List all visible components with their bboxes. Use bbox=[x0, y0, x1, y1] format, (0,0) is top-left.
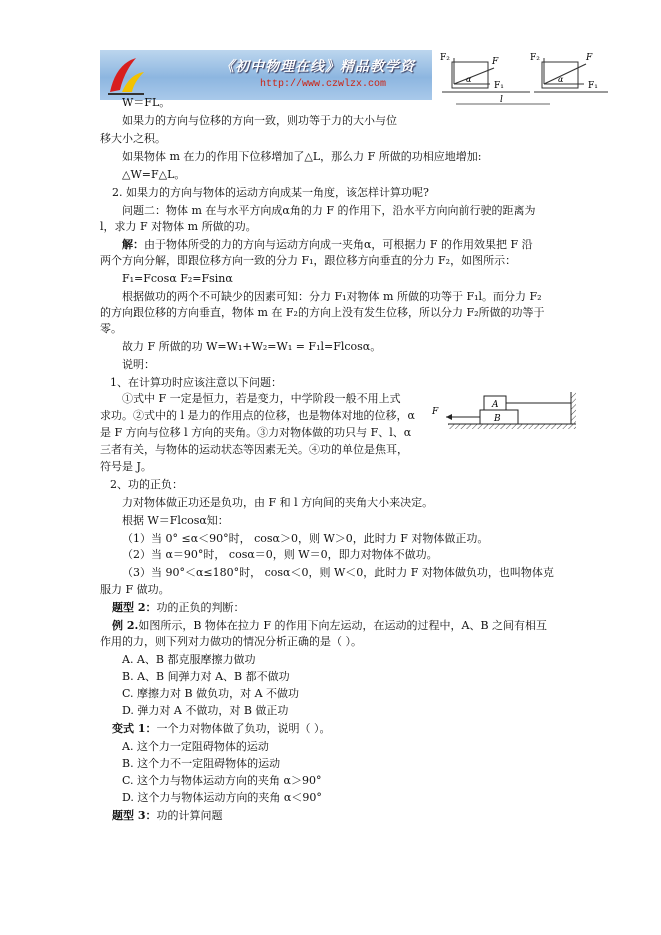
body-line: 移大小之积。 bbox=[100, 132, 166, 145]
body-line: 服力 F 做功。 bbox=[100, 583, 170, 596]
body-line: B. A、B 间弹力对 A、B 都不做功 bbox=[122, 670, 290, 683]
body-line bbox=[112, 600, 244, 616]
body-line: 三者有关，与物体的运动状态等因素无关。④功的单位是焦耳， bbox=[100, 443, 408, 456]
banner-url: http://www.czwlzx.com bbox=[260, 79, 387, 90]
inline-text: 功的计算问题 bbox=[156, 809, 223, 822]
body-line: （1）当 0° ≤α＜90°时， cosα＞0，则 W＞0，此时力 F 对物体做正功。 bbox=[122, 532, 489, 545]
body-line: 的方向跟位移的方向垂直，物体 m 在 F₂的方向上没有发生位移，所以分力 F₂所做的功等于 bbox=[100, 306, 545, 319]
force-f-label: F bbox=[432, 407, 439, 417]
body-line: C. 摩擦力对 B 做负功，对 A 不做功 bbox=[122, 687, 300, 700]
fig-label: α bbox=[466, 75, 472, 84]
body-line: 根据做功的两个不可缺少的因素可知：分力 F₁对物体 m 所做的功等于 F₁l。而分力 F₂ bbox=[122, 290, 542, 303]
body-line: 两个方向分解，即跟位移方向一致的分力 F₁，跟位移方向垂直的分力 F₂，如图所示： bbox=[100, 254, 517, 267]
body-line: l，求力 F 对物体 m 所做的功。 bbox=[100, 220, 257, 233]
inline-text: 由于物体所受的力的方向与运动方向成一夹角α，可根据力 F 的作用效果把 F 沿 bbox=[144, 238, 533, 251]
body-line: 求功。②式中的 l 是力的作用点的位移，也是物体对地的位移，α bbox=[100, 409, 415, 422]
body-line: 问题二：物体 m 在与水平方向成α角的力 F 的作用下，沿水平方向向前行驶的距离为 bbox=[122, 204, 536, 217]
site-logo-icon bbox=[106, 54, 146, 96]
blocks-figure bbox=[428, 388, 578, 433]
body-line: 根据 W＝Flcosα知： bbox=[122, 514, 229, 527]
banner-title: 《初中物理在线》精品教学资 bbox=[220, 59, 415, 75]
body-line: （2）当 α＝90°时， cosα＝0，则 W＝0，即力对物体不做功。 bbox=[122, 548, 438, 561]
block-a-label: A bbox=[492, 400, 499, 410]
body-line: 如果物体 m 在力的作用下位移增加了△L，那么力 F 所做的功相应地增加: bbox=[122, 150, 482, 163]
inline-label: 解： bbox=[122, 238, 144, 251]
inline-text: 功的正负的判断： bbox=[156, 601, 245, 614]
block-b-label: B bbox=[494, 414, 501, 424]
fig-label: F bbox=[492, 57, 499, 67]
body-line: 符号是 J。 bbox=[100, 460, 152, 473]
body-line: W＝FL。 bbox=[122, 96, 171, 109]
body-line: A. 这个力一定阻碍物体的运动 bbox=[122, 740, 269, 753]
body-line bbox=[112, 721, 330, 737]
body-line bbox=[122, 237, 533, 253]
body-line: C. 这个力与物体运动方向的夹角 α＞90° bbox=[122, 774, 322, 787]
fig-label: F₂ bbox=[440, 53, 450, 63]
inline-label: 题型 3： bbox=[112, 809, 157, 822]
body-line bbox=[112, 618, 547, 634]
fig-label: α bbox=[558, 75, 564, 84]
body-line: 1、在计算功时应该注意以下问题： bbox=[110, 376, 282, 389]
body-line: 说明： bbox=[122, 358, 155, 371]
body-line: 力对物体做正功还是负功，由 F 和 l 方向间的夹角大小来决定。 bbox=[122, 496, 434, 509]
body-line: △W=F△L。 bbox=[122, 168, 186, 181]
body-line: 2、功的正负： bbox=[110, 478, 183, 491]
fig-label: F bbox=[586, 53, 593, 63]
fig-label: F₁ bbox=[588, 81, 598, 91]
body-line: 故力 F 所做的功 W=W₁+W₂=W₁ = F₁l=Flcosα。 bbox=[122, 340, 382, 353]
inline-label: 题型 2： bbox=[112, 601, 157, 614]
header-banner bbox=[100, 50, 432, 100]
body-line: F₁=Fcosα F₂=Fsinα bbox=[122, 272, 233, 285]
inline-text: 一个力对物体做了负功，说明（ ）。 bbox=[156, 722, 331, 735]
inline-label: 变式 1： bbox=[112, 722, 157, 735]
fig-label: F₂ bbox=[530, 53, 540, 63]
inline-text: 如图所示，B 物体在拉力 F 的作用下向左运动，在运动的过程中，A、B 之间有相互 bbox=[138, 619, 548, 632]
body-line: （3）当 90°＜α≤180°时， cosα＜0，则 W＜0，此时力 F 对物体做负功，也叫物体克 bbox=[122, 566, 554, 579]
body-line: 是 F 方向与位移 l 方向的夹角。③力对物体做的功只与 F、l、α bbox=[100, 426, 412, 439]
body-line: D. 弹力对 A 不做功，对 B 做正功 bbox=[122, 704, 289, 717]
body-line: 2. 如果力的方向与物体的运动方向成某一角度，该怎样计算功呢? bbox=[112, 186, 429, 199]
body-line: B. 这个力不一定阻碍物体的运动 bbox=[122, 757, 281, 770]
body-line: A. A、B 都克服摩擦力做功 bbox=[122, 653, 256, 666]
fig-label: F₁ bbox=[494, 81, 504, 91]
body-line: 作用的力，则下列对力做功的情况分析正确的是（ ）。 bbox=[100, 635, 362, 648]
body-line: D. 这个力与物体运动方向的夹角 α＜90° bbox=[122, 791, 322, 804]
body-line bbox=[112, 808, 222, 824]
force-decomposition-figure bbox=[430, 48, 610, 108]
body-line: 如果力的方向与位移的方向一致，则功等于力的大小与位 bbox=[122, 114, 397, 127]
body-line: 零。 bbox=[100, 322, 122, 335]
inline-label: 例 2. bbox=[112, 619, 139, 632]
body-line: ①式中 F 一定是恒力，若是变力，中学阶段一般不用上式 bbox=[122, 392, 401, 405]
fig-label: l bbox=[500, 95, 503, 105]
